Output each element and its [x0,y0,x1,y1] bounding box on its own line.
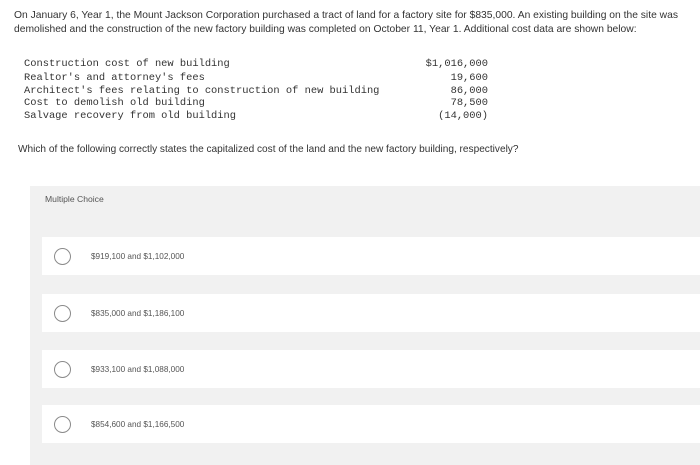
radio-button[interactable] [54,416,71,433]
cost-amount: (14,000) [438,109,488,122]
radio-button[interactable] [54,361,71,378]
choice-label: $854,600 and $1,166,500 [91,419,185,429]
radio-button[interactable] [54,305,71,322]
question-text: On January 6, Year 1, the Mount Jackson Corporation purchased a tract of land for a factory site for $835,000. An existing building on the site was demolished and the construction of the new factory building was completed on October 11, Year 1. Additional cost data are shown below: [14,10,678,35]
choice-label: $835,000 and $1,186,100 [91,308,185,318]
cost-row [24,97,494,110]
choice-option-b[interactable] [42,294,700,332]
cost-label: Construction cost of new building [24,58,230,70]
cost-amount: 19,600 [450,72,488,84]
cost-data-table [24,58,494,122]
cost-row [24,72,494,85]
cost-row [24,58,494,72]
choice-option-d[interactable] [42,405,700,443]
choice-option-c[interactable] [42,350,700,388]
multiple-choice-title: Multiple Choice [45,194,104,204]
choice-option-a[interactable] [42,237,700,275]
cost-row [24,110,494,123]
cost-amount: 78,500 [450,97,488,110]
radio-button[interactable] [54,248,71,265]
multiple-choice-panel [30,186,700,465]
cost-amount: 86,000 [450,84,488,97]
choice-label: $919,100 and $1,102,000 [91,251,185,261]
cost-label: Architect's fees relating to construction of new building [24,84,380,97]
cost-row [24,85,494,98]
cost-amount: $1,016,000 [425,58,488,70]
cost-label: Salvage recovery from old building [24,109,237,122]
cost-label: Realtor's and attorney's fees [24,72,205,84]
question-prompt: Which of the following correctly states the capitalized cost of the land and the new factory building, respectively? [18,144,519,155]
cost-label: Cost to demolish old building [24,97,205,110]
choice-label: $933,100 and $1,088,000 [91,364,185,374]
